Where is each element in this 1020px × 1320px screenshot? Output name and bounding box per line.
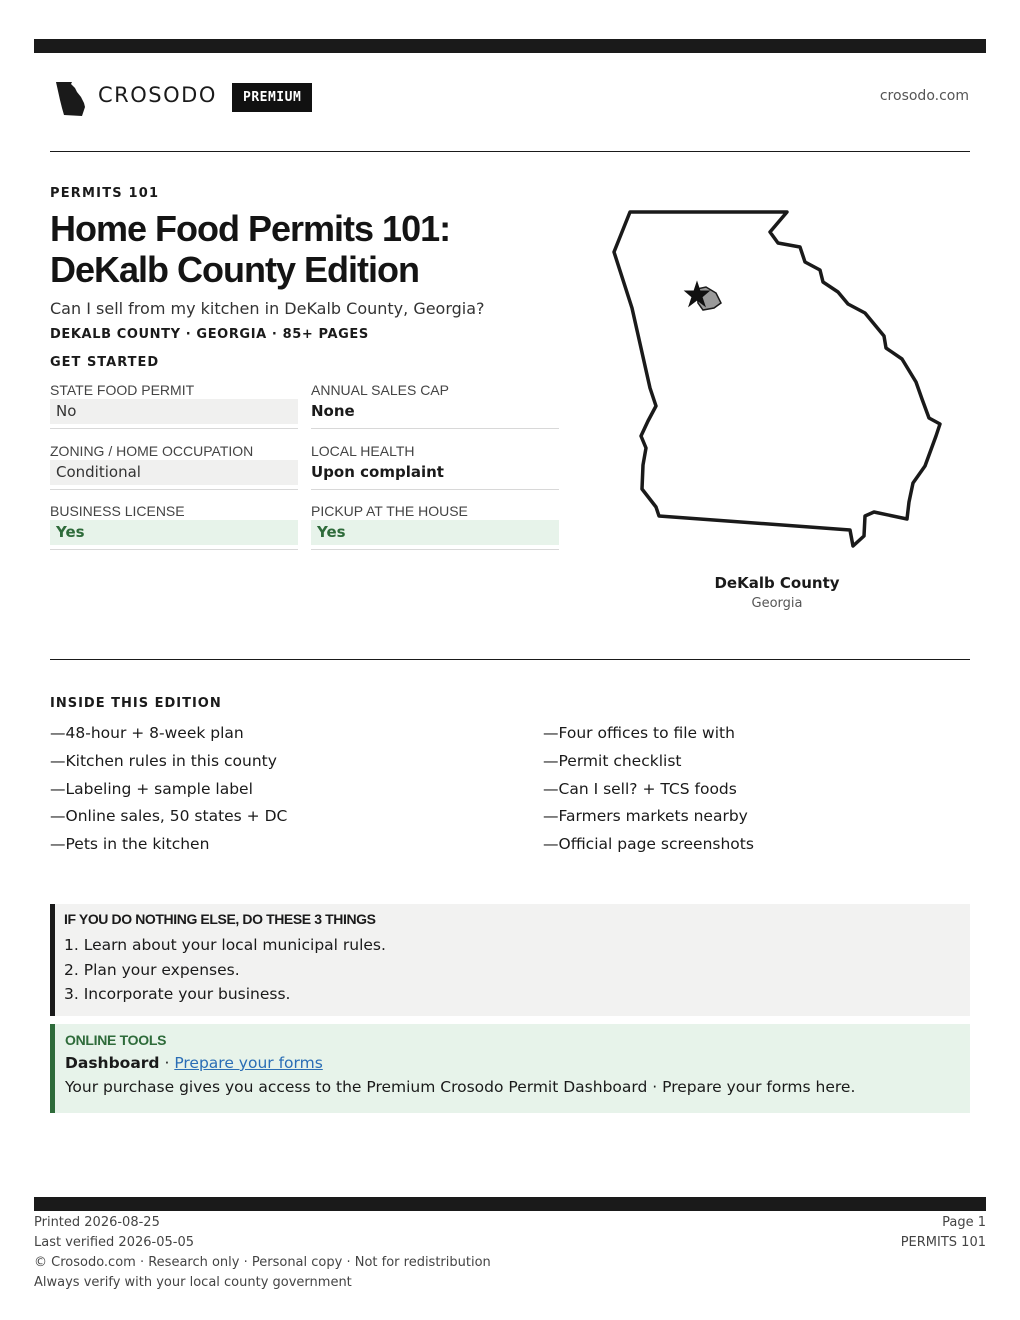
fact-underline xyxy=(311,489,559,490)
verified-date: Last verified 2026-05-05 xyxy=(34,1235,194,1250)
toc-item: —Official page screenshots xyxy=(543,835,754,854)
fact-state-food-permit xyxy=(50,382,298,442)
toc-item: —Pets in the kitchen xyxy=(50,835,210,854)
fact-label: LOCAL HEALTH xyxy=(311,443,415,459)
get-started-heading: GET STARTED xyxy=(50,355,160,370)
fact-zoning xyxy=(50,443,298,503)
three-things-callout xyxy=(50,904,970,1016)
fact-underline xyxy=(311,549,559,550)
page-number: Page 1 xyxy=(942,1215,986,1230)
footer-bar xyxy=(34,1197,986,1211)
brand-name: CROSODO xyxy=(98,83,217,107)
toc-item: —48-hour + 8-week plan xyxy=(50,724,244,742)
callout-item: 1. Learn about your local municipal rules. xyxy=(64,936,386,954)
toc-item: —Online sales, 50 states + DC xyxy=(50,807,288,826)
eyebrow: PERMITS 101 xyxy=(50,186,160,201)
section-name: PERMITS 101 xyxy=(900,1235,986,1250)
fact-underline xyxy=(311,428,559,429)
top-bar xyxy=(34,39,986,53)
fact-label: STATE FOOD PERMIT xyxy=(50,382,195,398)
map-state-name: Georgia xyxy=(751,596,803,611)
footer-left xyxy=(34,1213,491,1293)
prepare-forms-link[interactable]: Prepare your forms xyxy=(174,1054,323,1072)
header xyxy=(50,76,970,120)
premium-badge: PREMIUM xyxy=(232,83,312,112)
fact-value: Yes xyxy=(50,520,298,545)
georgia-silhouette-icon xyxy=(54,80,88,116)
toc-right-column xyxy=(543,720,983,859)
toc-item: —Kitchen rules in this county xyxy=(50,751,277,770)
fact-label: ZONING / HOME OCCUPATION xyxy=(50,443,254,459)
fact-value: Conditional xyxy=(50,460,298,485)
callout-heading: IF YOU DO NOTHING ELSE, DO THESE 3 THINGS xyxy=(64,911,376,927)
separator: · xyxy=(159,1054,175,1072)
fact-value: Upon complaint xyxy=(311,463,444,481)
inside-edition-heading: INSIDE THIS EDITION xyxy=(50,696,222,711)
tools-links-row xyxy=(65,1054,970,1072)
georgia-outline-map xyxy=(605,203,950,553)
toc-item: —Can I sell? + TCS foods xyxy=(543,779,737,798)
section-divider xyxy=(50,659,970,660)
toc-item: —Permit checklist xyxy=(543,751,682,770)
toc-item: —Four offices to file with xyxy=(543,724,735,742)
fact-value: No xyxy=(50,399,298,424)
subtitle: Can I sell from my kitchen in DeKalb County, Georgia? xyxy=(50,299,485,318)
fact-underline xyxy=(50,489,298,490)
fact-label: PICKUP AT THE HOUSE xyxy=(311,503,468,519)
fact-underline xyxy=(50,549,298,550)
site-domain[interactable]: crosodo.com xyxy=(879,88,969,104)
fact-pickup-at-house xyxy=(311,503,559,563)
fact-underline xyxy=(50,428,298,429)
fact-label: BUSINESS LICENSE xyxy=(50,503,185,519)
footer-right xyxy=(901,1213,986,1253)
fact-local-health xyxy=(311,443,559,503)
edition-meta: DEKALB COUNTY · GEORGIA · 85+ PAGES xyxy=(50,327,369,342)
fact-annual-sales-cap xyxy=(311,382,559,442)
fact-value: Yes xyxy=(311,520,559,545)
disclaimer: Always verify with your local county government xyxy=(34,1275,352,1290)
fact-label: ANNUAL SALES CAP xyxy=(311,382,449,398)
tools-description: Your purchase gives you access to the Premium Crosodo Permit Dashboard · Prepare your forms here. xyxy=(65,1078,856,1096)
page-title: Home Food Permits 101: DeKalb County Edition xyxy=(50,208,451,290)
fact-value: None xyxy=(311,402,355,420)
toc-left-column xyxy=(50,720,490,859)
copyright: © Crosodo.com · Research only · Personal copy · Not for redistribution xyxy=(34,1255,491,1270)
header-divider xyxy=(50,151,970,152)
tools-heading: ONLINE TOOLS xyxy=(65,1032,167,1048)
toc-item: —Labeling + sample label xyxy=(50,779,253,798)
printed-date: Printed 2026-08-25 xyxy=(34,1215,160,1230)
toc-item: —Farmers markets nearby xyxy=(543,807,748,826)
map-county-name: DeKalb County xyxy=(714,574,840,592)
online-tools-panel xyxy=(50,1024,970,1113)
callout-list xyxy=(64,933,970,1007)
callout-item: 2. Plan your expenses. xyxy=(64,960,240,979)
callout-item: 3. Incorporate your business. xyxy=(64,985,291,1003)
dashboard-label: Dashboard xyxy=(65,1054,160,1072)
fact-business-license xyxy=(50,503,298,563)
